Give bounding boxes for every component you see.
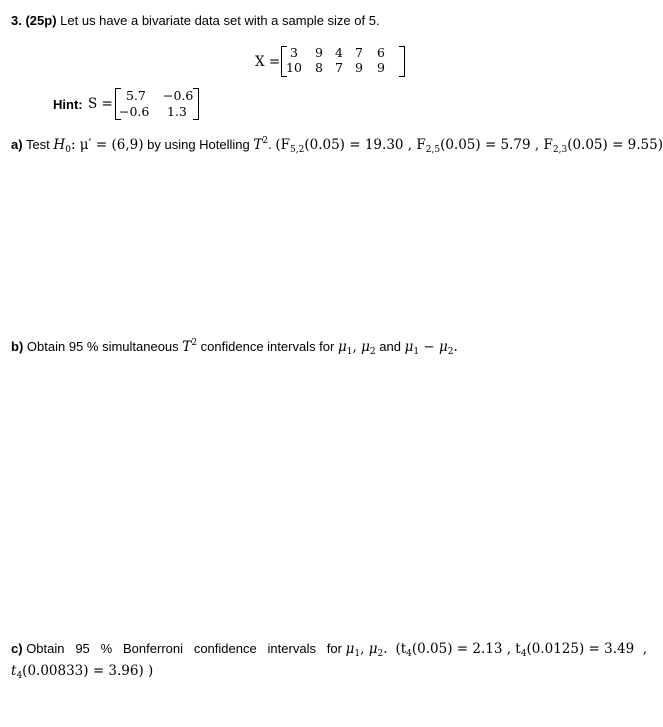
s-cell: 1.3 — [167, 104, 187, 119]
s-matrix-label: S = — [88, 96, 113, 112]
x-cell: 4 — [335, 45, 343, 60]
part-c-label: c) — [11, 641, 23, 656]
x-matrix-label: X = — [255, 54, 281, 70]
part-b: b) Obtain 95 % simultaneous $T^2$ confidence intervals for $\mu_1$, $\mu_2$ and $\mu_1 - \mu_2$. — [11, 338, 458, 357]
x-matrix — [281, 46, 405, 77]
hint-label: Hint: — [53, 97, 83, 112]
s-cell: 5.7 — [126, 88, 146, 103]
part-a-label: a) — [11, 137, 23, 152]
x-cell: 9 — [377, 60, 385, 75]
x-cell: 8 — [315, 60, 323, 75]
s-cell: −0.6 — [163, 88, 194, 103]
right-bracket — [399, 46, 405, 77]
question-header — [11, 13, 380, 28]
part-c-line2: $t_4(0.00833) = 3.96$) ) — [11, 663, 154, 681]
x-cell: 6 — [377, 45, 385, 60]
question-intro: Let us have a bivariate data set with a sample size of 5. — [60, 13, 380, 28]
s-cell: −0.6 — [119, 104, 150, 119]
x-cell: 10 — [286, 60, 302, 75]
s-matrix — [115, 88, 199, 120]
part-c: c) Obtain 95 % Bonferroni confidence intervals for $\mu_1$, $\mu_2$. ($t_4(0.05) = 2.13$ , $t_4(0.0125) = 3.49$ , — [11, 641, 648, 659]
x-cell: 9 — [355, 60, 363, 75]
x-cell: 7 — [355, 45, 363, 60]
question-points: (25p) — [25, 13, 57, 28]
question-number: 3. — [11, 13, 22, 28]
part-b-label: b) — [11, 339, 24, 354]
right-bracket — [193, 88, 199, 120]
x-cell: 9 — [315, 45, 323, 60]
x-cell: 3 — [290, 45, 298, 60]
x-cell: 7 — [335, 60, 343, 75]
part-a: a) Test $H_0$: μ′ = (6,9) by using Hotelling $T^2$. ($F_{5,2}(0.05) = 19.30$ , $F_{2,5}(0.05) = 5.79$ , $F_{2,3}(0.05) = 9.55$) — [11, 136, 663, 155]
